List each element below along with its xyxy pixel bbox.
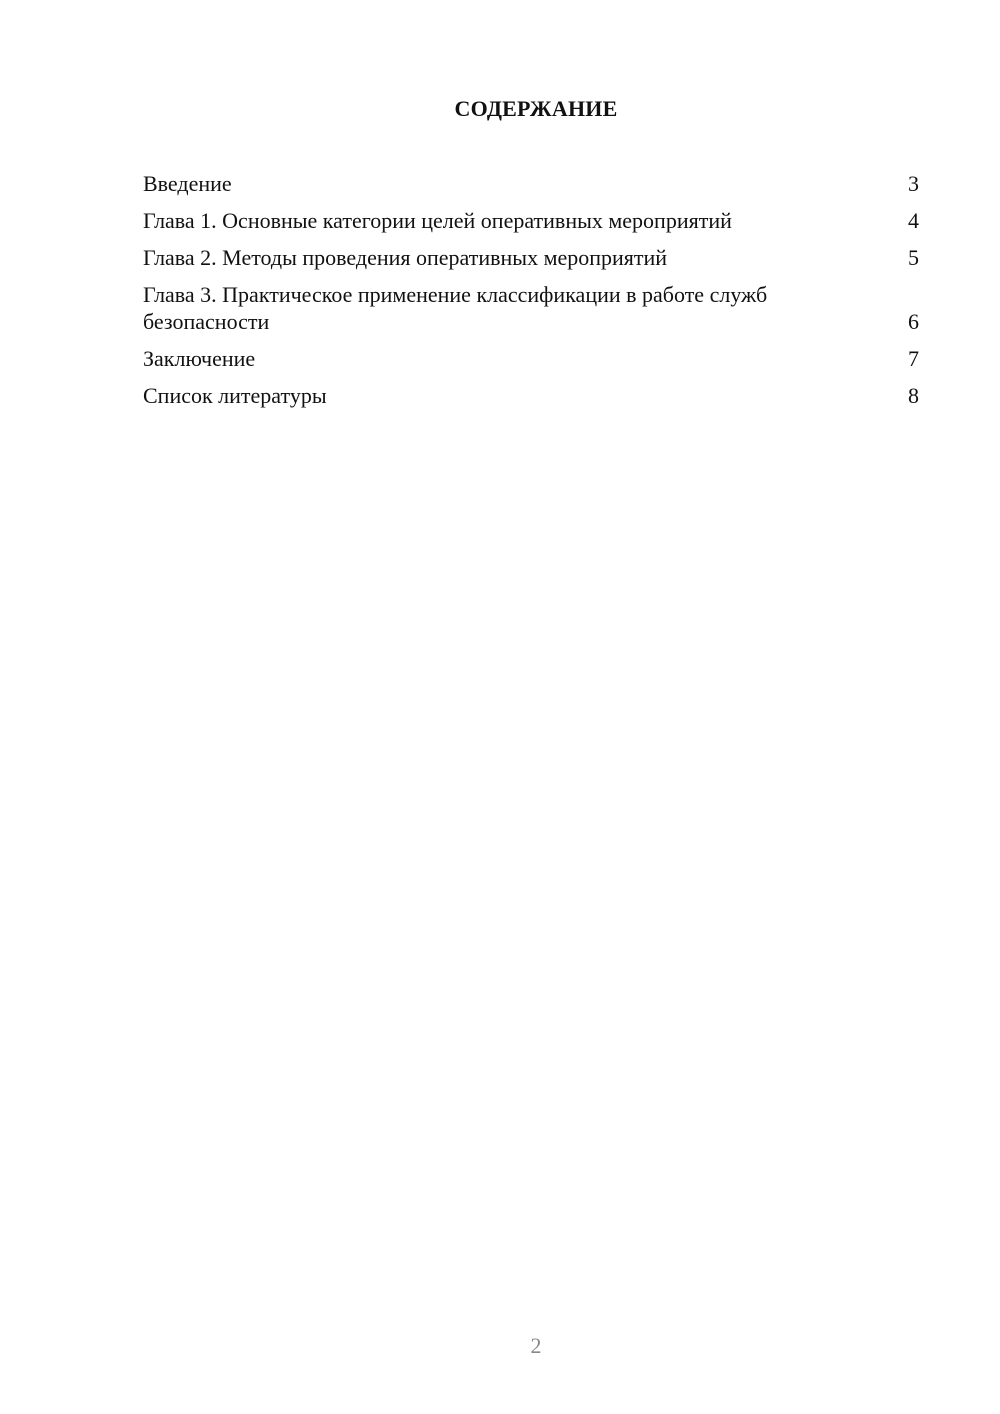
toc-entry-page: 7 — [908, 346, 919, 371]
toc-entry-label: Глава 3. Практическое применение классификации в работе служб безопасности — [143, 282, 768, 334]
toc-entry-page: 4 — [908, 208, 919, 233]
page-title: СОДЕРЖАНИЕ — [454, 96, 618, 121]
toc-entry-page: 6 — [908, 309, 919, 334]
toc-entry-chapter-1 — [143, 207, 919, 234]
toc-entry-label: Список литературы — [143, 383, 327, 408]
table-of-contents — [143, 170, 919, 409]
toc-entry-label: Глава 1. Основные категории целей оперативных мероприятий — [143, 208, 732, 233]
page-number: 2 — [530, 1333, 542, 1358]
toc-entry-page: 5 — [908, 245, 919, 270]
toc-entry-label: Глава 2. Методы проведения оперативных мероприятий — [143, 245, 668, 270]
toc-entry-label: Заключение — [143, 346, 256, 371]
toc-entry-references — [143, 382, 919, 409]
toc-entry-label: Введение — [143, 171, 232, 196]
toc-entry-introduction — [143, 170, 919, 197]
toc-entry-conclusion — [143, 345, 919, 372]
toc-entry-chapter-2 — [143, 244, 919, 271]
toc-entry-page: 8 — [908, 383, 919, 408]
toc-entry-page: 3 — [908, 171, 919, 196]
toc-entry-chapter-3 — [143, 281, 919, 335]
